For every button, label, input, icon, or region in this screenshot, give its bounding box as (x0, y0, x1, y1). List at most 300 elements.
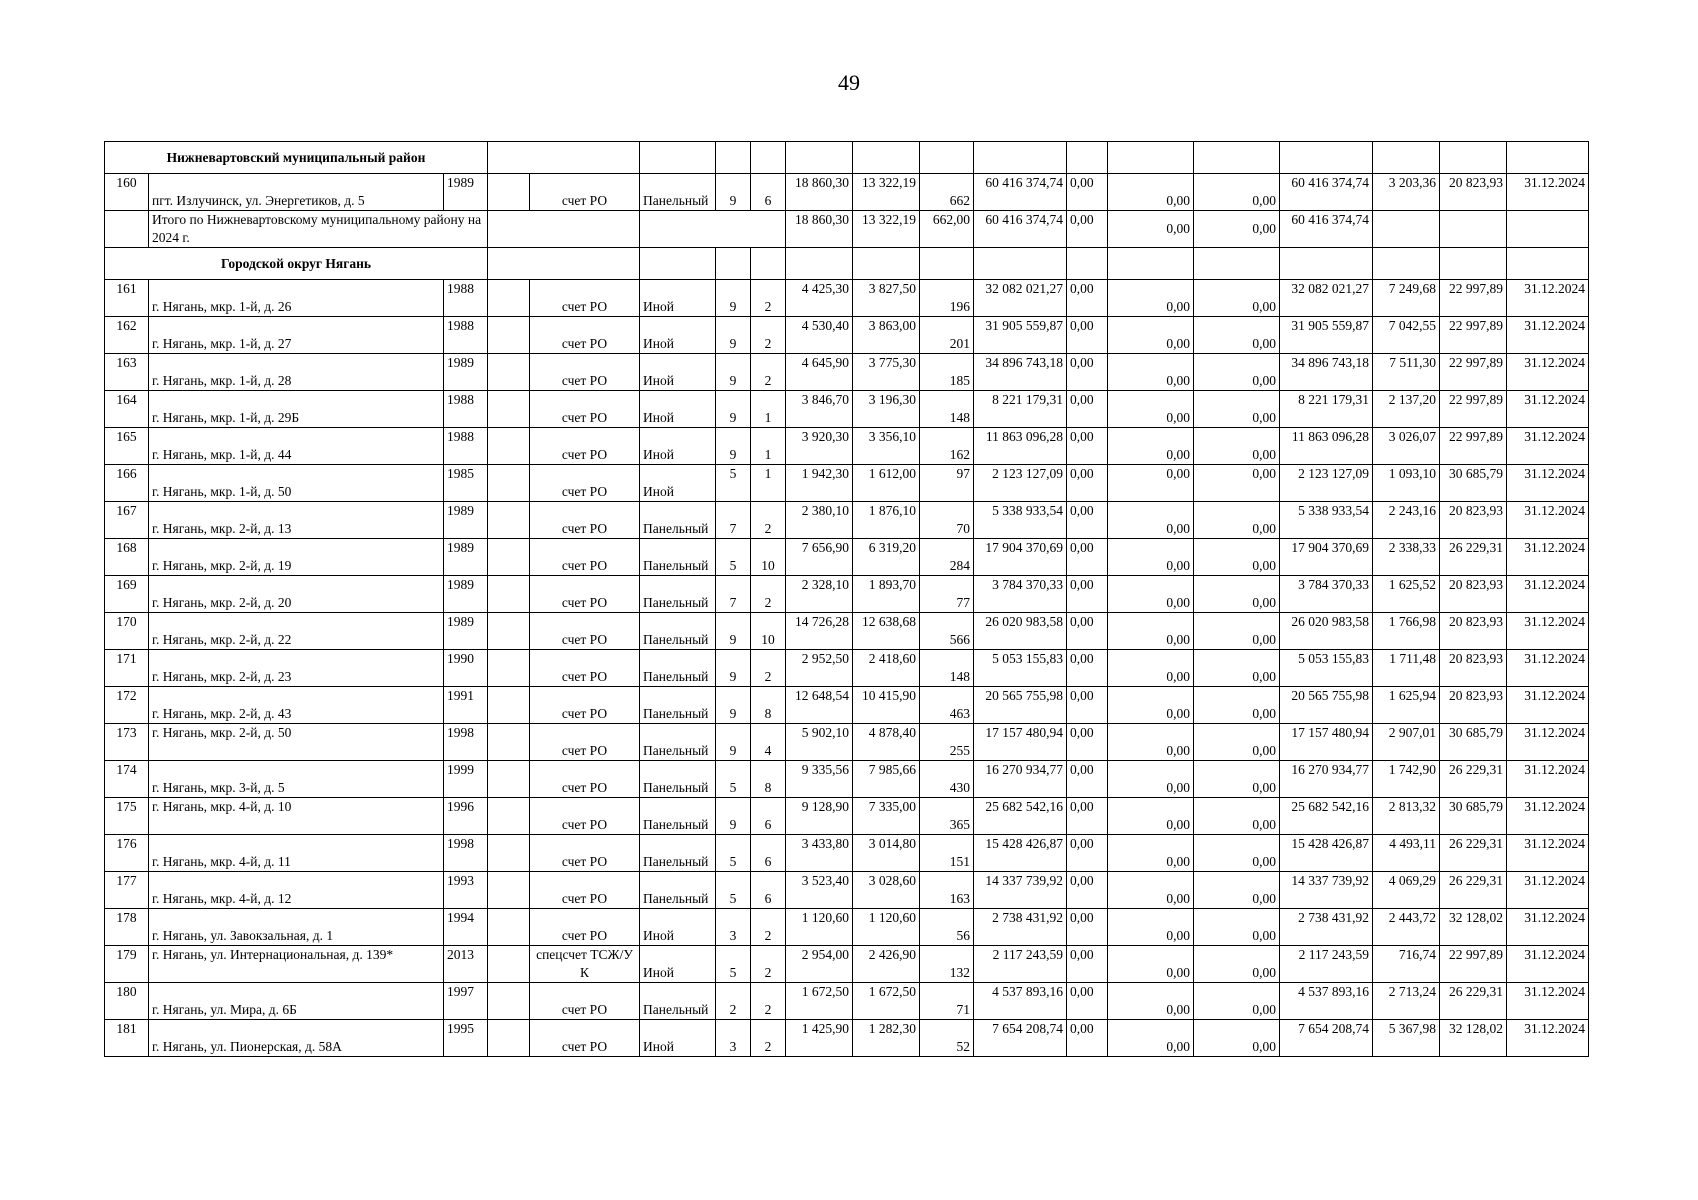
total-area: 9 335,56 (786, 761, 853, 798)
row-number: 181 (105, 1020, 149, 1057)
entrances: 1 (751, 465, 786, 502)
empty-cell (974, 142, 1067, 174)
empty-cell (640, 142, 716, 174)
total-cost: 31 905 559,87 (974, 317, 1067, 354)
year-built: 1991 (444, 687, 488, 724)
address: г. Нягань, мкр. 1-й, д. 29Б (149, 391, 444, 428)
living-area: 3 827,50 (853, 280, 920, 317)
year-built: 2013 (444, 946, 488, 983)
empty-cell (488, 502, 530, 539)
residents: 52 (920, 1020, 974, 1057)
fund-method: счет РО (530, 502, 640, 539)
total-cost: 14 337 739,92 (974, 872, 1067, 909)
owners-funds: 16 270 934,77 (1280, 761, 1373, 798)
entrances: 6 (751, 835, 786, 872)
row-number: 161 (105, 280, 149, 317)
empty-cell (1440, 142, 1507, 174)
empty-cell (488, 909, 530, 946)
table-row (105, 909, 1589, 946)
empty-cell (488, 391, 530, 428)
table-row (105, 354, 1589, 391)
entrances: 2 (751, 909, 786, 946)
total-area: 2 952,50 (786, 650, 853, 687)
wall-material: Панельный (640, 576, 716, 613)
row-number: 176 (105, 835, 149, 872)
completion-date: 31.12.2024 (1507, 650, 1589, 687)
budget-region: 0,00 (1108, 613, 1194, 650)
entrances: 2 (751, 650, 786, 687)
total-cost: 11 863 096,28 (974, 428, 1067, 465)
section-header (105, 142, 1589, 174)
owners-funds: 8 221 179,31 (1280, 391, 1373, 428)
wall-material: Иной (640, 354, 716, 391)
fund-share: 0,00 (1067, 354, 1108, 391)
table-row (105, 539, 1589, 576)
table-row (105, 391, 1589, 428)
unit-cost: 1 711,48 (1373, 650, 1440, 687)
address: г. Нягань, мкр. 2-й, д. 22 (149, 613, 444, 650)
table-row (105, 174, 1589, 211)
total-area: 18 860,30 (786, 174, 853, 211)
total-cost: 17 157 480,94 (974, 724, 1067, 761)
floors: 5 (716, 872, 751, 909)
total-cost: 17 904 370,69 (974, 539, 1067, 576)
table-row (105, 465, 1589, 502)
floors: 9 (716, 724, 751, 761)
completion-date: 31.12.2024 (1507, 174, 1589, 211)
row-number: 171 (105, 650, 149, 687)
living-area: 1 612,00 (853, 465, 920, 502)
empty-cell (488, 983, 530, 1020)
completion-date: 31.12.2024 (1507, 576, 1589, 613)
residents: 463 (920, 687, 974, 724)
empty-cell (488, 280, 530, 317)
unit-cost: 2 338,33 (1373, 539, 1440, 576)
unit-limit: 26 229,31 (1440, 835, 1507, 872)
empty-cell (1507, 248, 1589, 280)
budget-region: 0,00 (1108, 280, 1194, 317)
total-row (105, 211, 1589, 248)
budget-region: 0,00 (1108, 687, 1194, 724)
budget-local: 0,00 (1194, 576, 1280, 613)
year-built: 1998 (444, 724, 488, 761)
table-row (105, 317, 1589, 354)
residents: 162 (920, 428, 974, 465)
address: г. Нягань, мкр. 4-й, д. 12 (149, 872, 444, 909)
total-area: 1 120,60 (786, 909, 853, 946)
budget-local: 0,00 (1194, 724, 1280, 761)
total-cost: 2 123 127,09 (974, 465, 1067, 502)
address: г. Нягань, мкр. 2-й, д. 23 (149, 650, 444, 687)
year-built: 1995 (444, 1020, 488, 1057)
year-built: 1988 (444, 428, 488, 465)
year-built: 1990 (444, 650, 488, 687)
table-body (105, 142, 1589, 1057)
entrances: 8 (751, 687, 786, 724)
budget-local: 0,00 (1194, 613, 1280, 650)
living-area: 2 418,60 (853, 650, 920, 687)
empty-cell (488, 872, 530, 909)
completion-date: 31.12.2024 (1507, 354, 1589, 391)
fund-share: 0,00 (1067, 687, 1108, 724)
empty-cell (488, 946, 530, 983)
owners-funds: 14 337 739,92 (1280, 872, 1373, 909)
fund-method: счет РО (530, 280, 640, 317)
fund-method: счет РО (530, 724, 640, 761)
fund-share: 0,00 (1067, 724, 1108, 761)
owners-funds: 60 416 374,74 (1280, 211, 1373, 248)
entrances: 2 (751, 946, 786, 983)
completion-date: 31.12.2024 (1507, 946, 1589, 983)
living-area: 7 985,66 (853, 761, 920, 798)
empty-cell (488, 248, 640, 280)
year-built: 1988 (444, 317, 488, 354)
unit-cost: 4 069,29 (1373, 872, 1440, 909)
unit-limit: 22 997,89 (1440, 354, 1507, 391)
address: г. Нягань, мкр. 1-й, д. 50 (149, 465, 444, 502)
total-cost: 15 428 426,87 (974, 835, 1067, 872)
residents: 284 (920, 539, 974, 576)
wall-material: Иной (640, 946, 716, 983)
budget-region: 0,00 (1108, 946, 1194, 983)
owners-funds: 15 428 426,87 (1280, 835, 1373, 872)
budget-region: 0,00 (1108, 502, 1194, 539)
completion-date: 31.12.2024 (1507, 761, 1589, 798)
living-area: 2 426,90 (853, 946, 920, 983)
living-area: 1 893,70 (853, 576, 920, 613)
budget-local: 0,00 (1194, 539, 1280, 576)
total-area: 12 648,54 (786, 687, 853, 724)
residents: 662,00 (920, 211, 974, 248)
address: г. Нягань, мкр. 2-й, д. 43 (149, 687, 444, 724)
budget-region: 0,00 (1108, 211, 1194, 248)
budget-local: 0,00 (1194, 687, 1280, 724)
living-area: 10 415,90 (853, 687, 920, 724)
empty-cell (488, 761, 530, 798)
completion-date: 31.12.2024 (1507, 909, 1589, 946)
total-cost: 2 738 431,92 (974, 909, 1067, 946)
empty-cell (920, 142, 974, 174)
fund-method: счет РО (530, 1020, 640, 1057)
floors: 9 (716, 650, 751, 687)
empty-cell (1280, 248, 1373, 280)
residents: 70 (920, 502, 974, 539)
fund-share: 0,00 (1067, 798, 1108, 835)
unit-limit: 22 997,89 (1440, 946, 1507, 983)
fund-method: счет РО (530, 798, 640, 835)
empty-cell (488, 354, 530, 391)
total-area: 1 672,50 (786, 983, 853, 1020)
budget-region: 0,00 (1108, 798, 1194, 835)
entrances: 1 (751, 391, 786, 428)
owners-funds: 2 738 431,92 (1280, 909, 1373, 946)
empty-cell (488, 798, 530, 835)
residents: 662 (920, 174, 974, 211)
total-cost: 8 221 179,31 (974, 391, 1067, 428)
living-area: 13 322,19 (853, 174, 920, 211)
total-area: 2 954,00 (786, 946, 853, 983)
residents: 255 (920, 724, 974, 761)
living-area: 1 876,10 (853, 502, 920, 539)
fund-method: счет РО (530, 613, 640, 650)
empty-cell (1280, 142, 1373, 174)
empty-cell (488, 835, 530, 872)
total-area: 5 902,10 (786, 724, 853, 761)
empty-cell (1108, 248, 1194, 280)
total-cost: 60 416 374,74 (974, 174, 1067, 211)
empty-cell (786, 248, 853, 280)
section-title: Городской округ Нягань (105, 248, 488, 280)
total-area: 18 860,30 (786, 211, 853, 248)
residents: 148 (920, 650, 974, 687)
year-built: 1988 (444, 391, 488, 428)
unit-limit: 30 685,79 (1440, 465, 1507, 502)
residents: 56 (920, 909, 974, 946)
budget-region: 0,00 (1108, 761, 1194, 798)
living-area: 13 322,19 (853, 211, 920, 248)
completion-date: 31.12.2024 (1507, 872, 1589, 909)
floors: 9 (716, 391, 751, 428)
fund-share: 0,00 (1067, 576, 1108, 613)
total-cost: 4 537 893,16 (974, 983, 1067, 1020)
unit-limit: 22 997,89 (1440, 428, 1507, 465)
entrances: 6 (751, 174, 786, 211)
unit-cost: 2 713,24 (1373, 983, 1440, 1020)
fund-share: 0,00 (1067, 946, 1108, 983)
empty-cell (1440, 211, 1507, 248)
empty-cell (488, 539, 530, 576)
address: г. Нягань, мкр. 4-й, д. 11 (149, 835, 444, 872)
residents: 151 (920, 835, 974, 872)
empty-cell (920, 248, 974, 280)
empty-cell (488, 1020, 530, 1057)
living-area: 1 672,50 (853, 983, 920, 1020)
wall-material: Панельный (640, 650, 716, 687)
owners-funds: 60 416 374,74 (1280, 174, 1373, 211)
table-row (105, 650, 1589, 687)
residents: 185 (920, 354, 974, 391)
total-area: 3 523,40 (786, 872, 853, 909)
empty-cell (488, 724, 530, 761)
budget-local: 0,00 (1194, 502, 1280, 539)
address: г. Нягань, мкр. 2-й, д. 50 (149, 724, 444, 761)
row-number: 174 (105, 761, 149, 798)
entrances: 8 (751, 761, 786, 798)
fund-method: счет РО (530, 465, 640, 502)
floors: 5 (716, 946, 751, 983)
unit-cost: 7 511,30 (1373, 354, 1440, 391)
empty-cell (105, 211, 149, 248)
unit-cost: 2 907,01 (1373, 724, 1440, 761)
floors: 9 (716, 428, 751, 465)
entrances: 2 (751, 1020, 786, 1057)
total-area: 4 645,90 (786, 354, 853, 391)
total-cost: 16 270 934,77 (974, 761, 1067, 798)
fund-method: счет РО (530, 983, 640, 1020)
empty-cell (488, 174, 530, 211)
empty-cell (974, 248, 1067, 280)
unit-cost: 2 813,32 (1373, 798, 1440, 835)
wall-material: Иной (640, 391, 716, 428)
wall-material: Панельный (640, 539, 716, 576)
fund-method: спецсчет ТСЖ/УК (530, 946, 640, 983)
wall-material: Панельный (640, 798, 716, 835)
budget-local: 0,00 (1194, 761, 1280, 798)
total-cost: 32 082 021,27 (974, 280, 1067, 317)
section-title: Нижневартовский муниципальный район (105, 142, 488, 174)
floors: 2 (716, 983, 751, 1020)
fund-method: счет РО (530, 835, 640, 872)
owners-funds: 32 082 021,27 (1280, 280, 1373, 317)
total-cost: 60 416 374,74 (974, 211, 1067, 248)
budget-local: 0,00 (1194, 428, 1280, 465)
empty-cell (1373, 211, 1440, 248)
entrances: 6 (751, 798, 786, 835)
budget-local: 0,00 (1194, 211, 1280, 248)
budget-local: 0,00 (1194, 391, 1280, 428)
total-area: 3 920,30 (786, 428, 853, 465)
budget-region: 0,00 (1108, 724, 1194, 761)
budget-region: 0,00 (1108, 576, 1194, 613)
fund-method: счет РО (530, 428, 640, 465)
owners-funds: 20 565 755,98 (1280, 687, 1373, 724)
row-number: 163 (105, 354, 149, 391)
unit-cost: 2 137,20 (1373, 391, 1440, 428)
fund-share: 0,00 (1067, 650, 1108, 687)
completion-date: 31.12.2024 (1507, 724, 1589, 761)
fund-share: 0,00 (1067, 909, 1108, 946)
table-row (105, 724, 1589, 761)
fund-share: 0,00 (1067, 761, 1108, 798)
empty-cell (716, 142, 751, 174)
total-area: 1 942,30 (786, 465, 853, 502)
table-row (105, 576, 1589, 613)
wall-material: Иной (640, 280, 716, 317)
total-cost: 20 565 755,98 (974, 687, 1067, 724)
budget-region: 0,00 (1108, 909, 1194, 946)
fund-share: 0,00 (1067, 465, 1108, 502)
address: г. Нягань, мкр. 4-й, д. 10 (149, 798, 444, 835)
fund-method: счет РО (530, 761, 640, 798)
residents: 365 (920, 798, 974, 835)
entrances: 2 (751, 280, 786, 317)
table-row (105, 872, 1589, 909)
floors: 7 (716, 502, 751, 539)
address: пгт. Излучинск, ул. Энергетиков, д. 5 (149, 174, 444, 211)
owners-funds: 26 020 983,58 (1280, 613, 1373, 650)
address: г. Нягань, ул. Завокзальная, д. 1 (149, 909, 444, 946)
empty-cell (786, 142, 853, 174)
budget-local: 0,00 (1194, 174, 1280, 211)
year-built: 1988 (444, 280, 488, 317)
row-number: 170 (105, 613, 149, 650)
residents: 71 (920, 983, 974, 1020)
budget-region: 0,00 (1108, 428, 1194, 465)
budget-local: 0,00 (1194, 946, 1280, 983)
budget-region: 0,00 (1108, 391, 1194, 428)
unit-limit: 26 229,31 (1440, 983, 1507, 1020)
entrances: 10 (751, 613, 786, 650)
residents: 97 (920, 465, 974, 502)
empty-cell (1194, 142, 1280, 174)
housing-repair-table (104, 141, 1589, 1057)
completion-date: 31.12.2024 (1507, 687, 1589, 724)
empty-cell (1373, 248, 1440, 280)
empty-cell (1067, 142, 1108, 174)
residents: 132 (920, 946, 974, 983)
budget-region: 0,00 (1108, 317, 1194, 354)
owners-funds: 7 654 208,74 (1280, 1020, 1373, 1057)
total-area: 2 380,10 (786, 502, 853, 539)
unit-cost: 1 625,94 (1373, 687, 1440, 724)
table-row (105, 687, 1589, 724)
empty-cell (1507, 142, 1589, 174)
row-number: 175 (105, 798, 149, 835)
total-cost: 5 053 155,83 (974, 650, 1067, 687)
total-area: 3 433,80 (786, 835, 853, 872)
completion-date: 31.12.2024 (1507, 798, 1589, 835)
unit-cost: 1 093,10 (1373, 465, 1440, 502)
budget-region: 0,00 (1108, 872, 1194, 909)
living-area: 12 638,68 (853, 613, 920, 650)
table-row (105, 280, 1589, 317)
fund-share: 0,00 (1067, 539, 1108, 576)
empty-cell (1507, 211, 1589, 248)
year-built: 1989 (444, 576, 488, 613)
fund-share: 0,00 (1067, 280, 1108, 317)
row-number: 166 (105, 465, 149, 502)
table-row (105, 502, 1589, 539)
table-row (105, 761, 1589, 798)
row-number: 164 (105, 391, 149, 428)
address: г. Нягань, мкр. 2-й, д. 20 (149, 576, 444, 613)
address: г. Нягань, мкр. 3-й, д. 5 (149, 761, 444, 798)
budget-local: 0,00 (1194, 1020, 1280, 1057)
floors: 9 (716, 317, 751, 354)
table-row (105, 428, 1589, 465)
living-area: 4 878,40 (853, 724, 920, 761)
total-area: 2 328,10 (786, 576, 853, 613)
owners-funds: 3 784 370,33 (1280, 576, 1373, 613)
unit-limit: 20 823,93 (1440, 174, 1507, 211)
wall-material: Панельный (640, 835, 716, 872)
fund-share: 0,00 (1067, 174, 1108, 211)
row-number: 160 (105, 174, 149, 211)
address: г. Нягань, мкр. 2-й, д. 19 (149, 539, 444, 576)
unit-cost: 2 243,16 (1373, 502, 1440, 539)
budget-local: 0,00 (1194, 983, 1280, 1020)
unit-limit: 20 823,93 (1440, 502, 1507, 539)
total-cost: 25 682 542,16 (974, 798, 1067, 835)
fund-share: 0,00 (1067, 983, 1108, 1020)
empty-cell (1440, 248, 1507, 280)
row-number: 173 (105, 724, 149, 761)
living-area: 3 863,00 (853, 317, 920, 354)
owners-funds: 17 157 480,94 (1280, 724, 1373, 761)
residents: 201 (920, 317, 974, 354)
unit-limit: 32 128,02 (1440, 1020, 1507, 1057)
unit-limit: 32 128,02 (1440, 909, 1507, 946)
completion-date: 31.12.2024 (1507, 391, 1589, 428)
floors: 5 (716, 465, 751, 502)
empty-cell (751, 142, 786, 174)
residents: 566 (920, 613, 974, 650)
empty-cell (488, 317, 530, 354)
unit-cost: 716,74 (1373, 946, 1440, 983)
fund-method: счет РО (530, 687, 640, 724)
budget-local: 0,00 (1194, 280, 1280, 317)
floors: 3 (716, 909, 751, 946)
